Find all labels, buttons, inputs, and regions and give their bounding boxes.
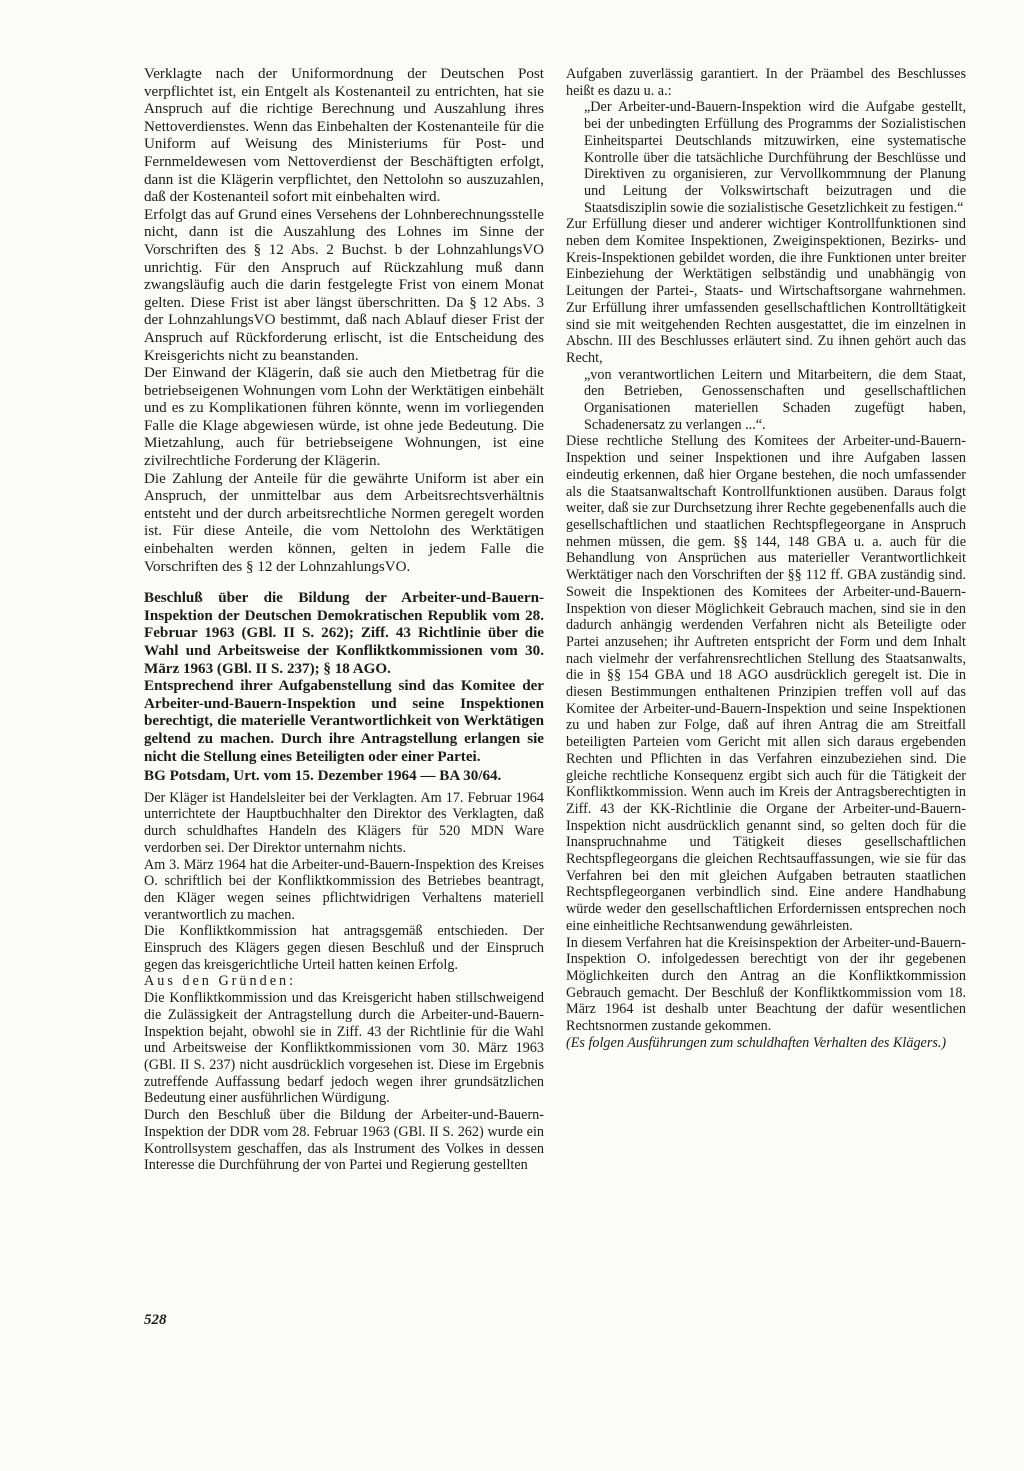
paragraph: Verklagte nach der Uniformordnung der Deutschen Post verpflichtet ist, ein Entgelt als Kostenanteil zu entrichten, hat sie Anspruch auf die richtige Berechnung und Auszahlung ihres Nettoverdienstes. Wenn das Einbehalten der Kostenanteile für die Uniform auf Weisung des Ministeriums für Post- und Fernmeldewesen vom Nettoverdienst der Beschäftigten erfolgt, dann ist die Klägerin verpflichtet, den Nettolohn so auszuzahlen, daß der Kostenanteil sofort mit einbehalten wird. [144,66,544,206]
reasons-heading: Aus den Gründen: [144,973,297,990]
right-column [566,66,966,1051]
paragraph: Diese rechtliche Stellung des Komitees der Arbeiter-und-Bauern-Inspektion und seiner Inspektionen und ihre Aufgaben lassen eindeutig erkennen, daß hier Organe bestehen, die noch umfassender als die Staatsanwaltschaft Kontrollfunktionen ausüben. Daraus folgt weiter, daß sie zur Durchsetzung ihrer Rechte gegebenenfalls auch die gesellschaftlichen und staatlichen Rechtspflegeorgane in Anspruch nehmen müssen, die gem. §§ 144, 148 GBA u. a. auch für die Behandlung von Ansprüchen aus materieller Verantwortlichkeit Werktätiger nach den Vorschriften der §§ 112 ff. GBA zuständig sind. Soweit die Inspektionen des Komitees der Arbeiter-und-Bauern-Inspektion von dieser Möglichkeit Gebrauch machen, sind sie in den dadurch anhängig werdenden Verfahren nicht als Beteiligte oder Partei anzusehen; ihr Auftreten entspricht der Form und dem Inhalt nach vielmehr der verfahrensrechtlichen Stellung des Staatsanwalts, die in §§ 154 GBA und 18 AGO ausdrücklich geregelt ist. Die in diesen Bestimmungen enthaltenen Prinzipien treffen voll auf das Komitee der Arbeiter-und-Bauern-Inspektion und seine Inspektionen zu und haben zur Folge, daß auf ihren Antrag die am Streitfall beteiligten Parteien vom Gericht mit allen sich daraus ergebenden Rechten und Pflichten in das Verfahren einzubeziehen sind. Die gleiche rechtliche Konsequenz ergibt sich auch für die Tätigkeit der Konfliktkommission. Wenn auch im Kreis der Antragsberechtigten in Ziff. 43 der KK-Richtlinie die Organe der Arbeiter-und-Bauern-Inspektion nicht ausdrücklich genannt sind, so gelten doch für die Inanspruchnahme und Tätigkeit dieses gesellschaftlichen Rechtspflegeorgans die gleichen Rechtsauffassungen, wie sie für das Verfahren bei den mit gleichen Aufgaben betrauten staatlichen Rechtspflegeorganen verbindlich sind. Eine andere Handhabung würde weder den gesellschaftlichen Erfordernissen entsprechen noch eine einheitliche Rechtsanwendung gewährleisten. [566,433,966,934]
decision-heading: Beschluß über die Bildung der Arbeiter-und-Bauern-Inspektion der Deutschen Demokratischen Republik vom 28. Februar 1963 (GBl. II S. 262); Ziff. 43 Richtlinie über die Wahl und Arbeitsweise der Konfliktkommissionen vom 30. März 1963 (GBl. II S. 237); § 18 AGO. [144,590,544,677]
reasons-paragraph: Durch den Beschluß über die Bildung der Arbeiter-und-Bauern-Inspektion der DDR vom 28. Februar 1963 (GBl. II S. 262) wurde ein Kontrollsystem geschaffen, das als Instrument des Volkes in dessen Interesse die Durchführung der von Partei und Regierung gestellten [144,1107,544,1174]
paragraph: In diesem Verfahren hat die Kreisinspektion der Arbeiter-und-Bauern-Inspektion O. infolgedessen berechtigt von der ihr gegebenen Möglichkeiten durch den Antrag an die Konfliktkommission Gebrauch gemacht. Der Beschluß der Konfliktkommission vom 18. März 1964 ist deshalb unter Beachtung der dafür wesentlichen Rechtsnormen zustande gekommen. [566,934,966,1035]
paragraph: Zur Erfüllung dieser und anderer wichtiger Kontrollfunktionen sind neben dem Komitee Inspektionen, Zweiginspektionen, Bezirks- und Kreis-Inspektionen gebildet worden, die ihre Funktionen unter breiter Einbeziehung der Werktätigen selbständig und unabhängig von Leitungen der Partei-, Staats- und Wirtschaftsorgane wahrnehmen. Zur Erfüllung ihrer umfassenden gesellschaftlichen Kontrolltätigkeit sind sie mit weitgehenden Rechten ausgestattet, die im einzelnen in Abschn. III des Beschlusses erläutert sind. Zu ihnen gehört auch das Recht, [566,216,966,366]
facts-paragraph: Die Konfliktkommission hat antragsgemäß entschieden. Der Einspruch des Klägers gegen diesen Beschluß und der Einspruch gegen das kreisgerichtliche Urteil hatten keinen Erfolg. [144,923,544,973]
facts-paragraph: Der Kläger ist Handelsleiter bei der Verklagten. Am 17. Februar 1964 unterrichtete der Hauptbuchhalter den Direktor des Verklagten, daß durch schuldhaftes Handeln des Klägers für 520 MDN Ware verdorben sei. Der Direktor unternahm nichts. [144,789,544,856]
court-citation: BG Potsdam, Urt. vom 15. Dezember 1964 — BA 30/64. [144,768,502,785]
block-quote: „Der Arbeiter-und-Bauern-Inspektion wird die Aufgabe gestellt, bei der unbedingten Erfüllung des Programms der Sozialistischen Einheitspartei Deutschlands mitzuwirken, eine systematische Kontrolle über die tatsächliche Durchführung der Beschlüsse und Direktiven zu organisieren, zur Vervollkommnung der Planung und Leitung der Volkswirtschaft beizutragen und die Staatsdisziplin sowie die sozialistische Gesetzlichkeit zu festigen.“ [584,99,966,216]
block-quote: „von verantwortlichen Leitern und Mitarbeitern, die dem Staat, den Betrieben, Genossenschaften und gesellschaftlichen Organisationen materiellen Schaden zugefügt haben, Schadenersatz zu verlangen ...“. [584,366,966,433]
facts-paragraph: Am 3. März 1964 hat die Arbeiter-und-Bauern-Inspektion des Kreises O. schriftlich bei der Konfliktkommission des Betriebes beantragt, den Kläger wegen seines pflichtwidrigen Verhaltens materiell verantwortlich zu machen. [144,856,544,923]
page-number: 528 [144,1312,167,1328]
left-column [144,66,544,1174]
reasons-paragraph: Die Konfliktkommission und das Kreisgericht haben stillschweigend die Zulässigkeit der Antragstellung durch die Arbeiter-und-Bauern-Inspektion bejaht, obwohl sie in Ziff. 43 der Richtlinie für die Wahl und Arbeitsweise der Konfliktkommissionen vom 30. März 1963 (GBl. II S. 237) nicht ausdrücklich vorgesehen ist. Diese im Ergebnis zutreffende Auffassung bedarf jedoch wegen ihrer grundsätzlichen Bedeutung einer ausführlichen Würdigung. [144,990,544,1107]
paragraph: Die Zahlung der Anteile für die gewährte Uniform ist aber ein Anspruch, der unmittelbar aus dem Arbeitsrechtsverhältnis entsteht und der durch arbeitsrechtliche Normen geregelt worden ist. Für diese Anteile, die vom Nettolohn des Werktätigen einbehalten werden können, gelten in jedem Falle die Vorschriften des § 12 der LohnzahlungsVO. [144,470,544,575]
editor-note: (Es folgen Ausführungen zum schuldhaften Verhalten des Klägers.) [566,1034,947,1051]
paragraph: Der Einwand der Klägerin, daß sie auch den Mietbetrag für die betriebseigenen Wohnungen vom Lohn der Werktätigen einbehält und es zu Komplikationen führen könnte, wenn im vorliegenden Falle die Klage abgewiesen würde, ist ohne jede Bedeutung. Die Mietzahlung, auch für betriebseigene Wohnungen, ist eine zivilrechtliche Forderung der Klägerin. [144,365,544,470]
headnote: Entsprechend ihrer Aufgabenstellung sind das Komitee der Arbeiter-und-Bauern-Inspektion und seine Inspektionen berechtigt, die materielle Verantwortlichkeit von Werktätigen geltend zu machen. Durch ihre Antragstellung erlangen sie nicht die Stellung eines Beteiligten oder einer Partei. [144,678,544,765]
paragraph: Aufgaben zuverlässig garantiert. In der Präambel des Beschlusses heißt es dazu u. a.: [566,66,966,99]
paragraph: Erfolgt das auf Grund eines Versehens der Lohnberechnungsstelle nicht, dann ist die Auszahlung des Lohnes im Sinne der Vorschriften des § 12 Abs. 2 Buchst. b der LohnzahlungsVO unrichtig. Für den Anspruch auf Rückzahlung muß dann zwangsläufig auch die darin festgelegte Frist von einem Monat gelten. Diese Frist ist aber längst überschritten. Da § 12 Abs. 3 der LohnzahlungsVO bestimmt, daß nach Ablauf dieser Frist der Anspruch auf Rückforderung erlischt, ist die Entscheidung des Kreisgerichts nicht zu beanstanden. [144,206,544,364]
